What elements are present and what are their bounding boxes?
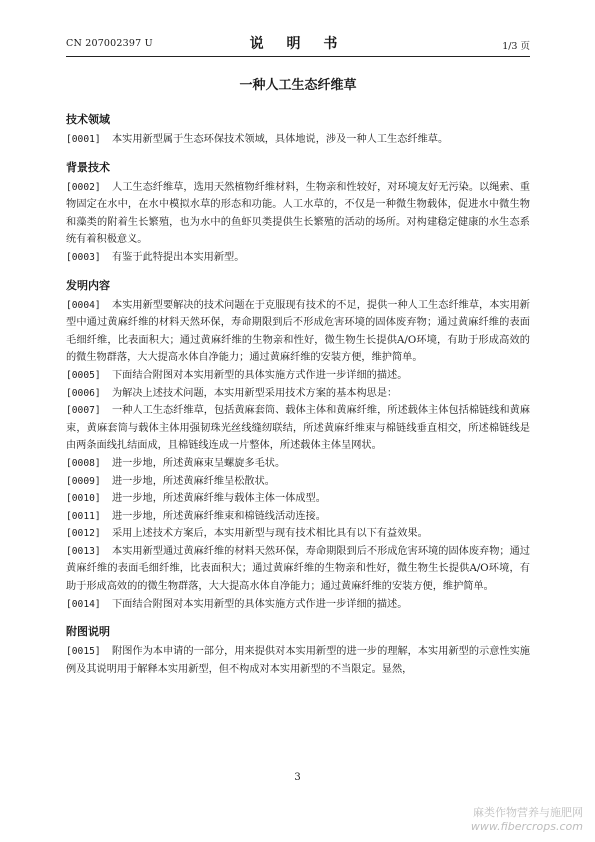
paragraph-number: [0012]: [66, 528, 101, 540]
paragraph: [66, 525, 530, 543]
section: [66, 161, 530, 267]
paragraph-text: 本实用新型通过黄麻纤维的材料天然环保，寿命期限到后不形成危害环境的固体废弃物；通过黄麻纤维的表面毛细纤维，比表面积大；通过黄麻纤维的生物亲和性好，微生物生长提供A/O环境，有助于形成高效的的微生物群落，大大提高水体自净能力；通过黄麻纤维的安装方便，维护简单。: [66, 545, 530, 593]
paragraph-text: 进一步地，所述黄麻纤维呈松散状。: [112, 475, 275, 487]
page-number: 3: [294, 772, 301, 783]
paragraph-text: 人工生态纤维草，选用天然植物纤维材料，生物亲和性较好，对环境友好无污染。以绳索、重物固定在水中，在水中模拟水草的形态和功能。人工水草的，不仅是一种微生物载体，促进水中微生物和藻类的附着生长繁殖，也为水中的鱼虾贝类提供生长繁殖的活动的场所。对构建稳定健康的水生态系统有着积极意义。: [66, 181, 530, 246]
paragraph-number: [0009]: [66, 475, 101, 487]
paragraph-text: 采用上述技术方案后，本实用新型与现有技术相比具有以下有益效果。: [112, 528, 428, 540]
paragraph-number: [0004]: [66, 299, 101, 311]
paragraph: [66, 490, 530, 508]
paragraph-text: 本实用新型要解决的技术问题在于克服现有技术的不足，提供一种人工生态纤维草，本实用新型中通过黄麻纤维的材料天然环保，寿命期限到后不形成危害环境的固体废弃物；通过黄麻纤维的表面毛细纤维，比表面积大；通过黄麻纤维的生物亲和性好，微生物生长提供A/O环境，有助于形成高效的的微生物群落，大大提高水体自净能力；通过黄麻纤维的安装方便，维护简单。: [66, 299, 530, 364]
paragraph: [66, 402, 530, 455]
paragraph: [66, 596, 530, 614]
paragraph-number: [0008]: [66, 457, 101, 469]
paragraph-number: [0006]: [66, 387, 101, 399]
paragraph-text: 附图作为本申请的一部分，用来提供对本实用新型的进一步的理解，本实用新型的示意性实施例及其说明用于解释本实用新型，但不构成对本实用新型的不当限定。显然，: [66, 646, 530, 675]
section: [66, 625, 530, 678]
paragraph-number: [0015]: [66, 646, 101, 658]
sections-container: [66, 113, 530, 678]
document-body: [66, 70, 530, 690]
paragraph-text: 一种人工生态纤维草，包括黄麻套筒、载体主体和黄麻纤维，所述载体主体包括棉链线和黄麻束，黄麻套筒与载体主体用强韧珠光丝线缝纫联结，所述黄麻纤维束与棉链线垂直相交，所述棉链线是由两条面线扎结面成，且棉链线连成一片整体，所述载体主体呈网状。: [66, 405, 530, 452]
page-count: 1/3 页: [502, 41, 530, 52]
watermark: [471, 806, 583, 834]
section-heading: 附图说明: [66, 625, 110, 639]
paragraph-number: [0007]: [66, 405, 101, 417]
paragraph-number: [0001]: [66, 134, 101, 145]
paragraph-text: 进一步地，所述黄麻纤维束和棉链线活动连接。: [112, 510, 326, 522]
paragraph-number: [0003]: [66, 251, 101, 263]
paragraph: [66, 455, 530, 473]
paragraph: [66, 249, 530, 267]
paragraph-text: 下面结合附图对本实用新型的具体实施方式作进一步详细的描述。: [112, 598, 408, 610]
paragraph-number: [0002]: [66, 181, 101, 193]
paragraph: [66, 297, 530, 367]
paragraph: [66, 179, 530, 249]
header-divider: [66, 56, 530, 57]
paragraph-text: 有鉴于此特提出本实用新型。: [112, 251, 245, 263]
section-heading: 背景技术: [66, 160, 110, 174]
paragraph-number: [0013]: [66, 545, 101, 557]
section: [66, 113, 530, 149]
paragraph: [66, 473, 530, 491]
paragraph-text: 本实用新型属于生态环保技术领域，具体地说，涉及一种人工生态纤维草。: [112, 134, 449, 145]
document-title: 一种人工生态纤维草: [239, 78, 357, 93]
paragraph-number: [0014]: [66, 598, 101, 610]
doc-type-title: 说 明 书: [249, 36, 347, 52]
paragraph-number: [0011]: [66, 510, 101, 522]
paragraph: [66, 508, 530, 526]
paragraph: [66, 385, 530, 403]
paragraph-text: 进一步地，所述黄麻束呈螺旋多毛状。: [112, 457, 286, 469]
watermark-name: 麻类作物营养与施肥网: [473, 806, 583, 819]
page-header: [66, 32, 530, 56]
patent-number: CN 207002397 U: [66, 38, 153, 49]
paragraph: [66, 131, 530, 149]
section: [66, 279, 530, 614]
paragraph: [66, 543, 530, 596]
paragraph-text: 下面结合附图对本实用新型的具体实施方式作进一步详细的描述。: [112, 369, 408, 381]
section-heading: 技术领域: [66, 113, 110, 126]
section-heading: 发明内容: [66, 278, 110, 292]
paragraph-text: 为解决上述技术问题，本实用新型采用技术方案的基本构思是：: [112, 387, 398, 399]
paragraph-number: [0010]: [66, 493, 101, 505]
paragraph-text: 进一步地，所述黄麻纤维与载体主体一体成型。: [112, 493, 326, 505]
paragraph: [66, 643, 530, 678]
watermark-url: www.fibercrops.com: [470, 820, 583, 833]
paragraph-number: [0005]: [66, 369, 101, 381]
paragraph: [66, 367, 530, 385]
